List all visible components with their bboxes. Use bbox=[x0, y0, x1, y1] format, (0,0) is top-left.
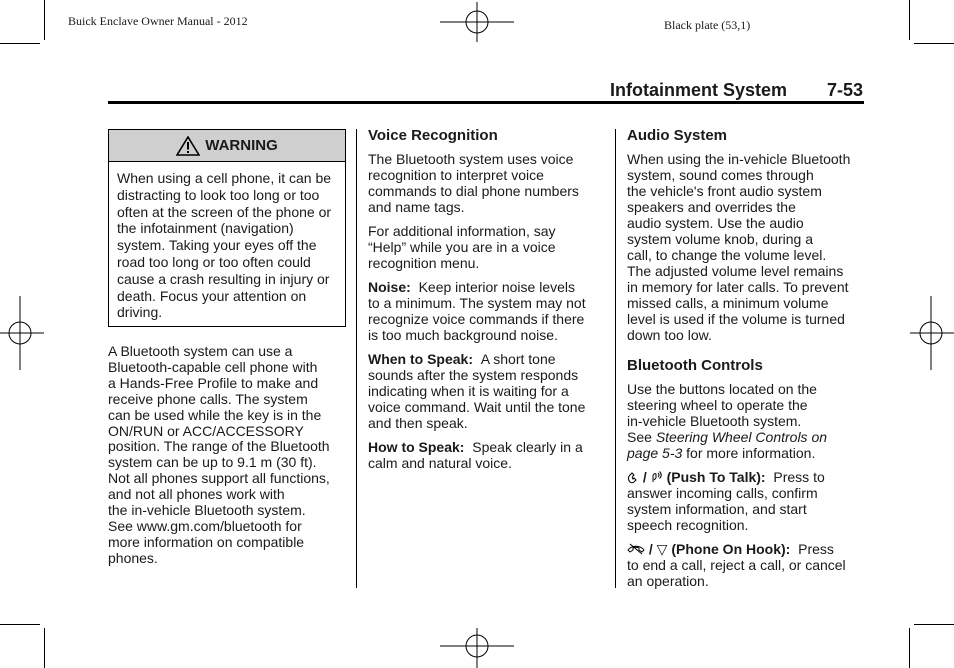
text-line: an operation. bbox=[627, 573, 709, 589]
paragraph bbox=[368, 223, 608, 271]
text-line bbox=[368, 351, 608, 367]
separator: / bbox=[645, 541, 657, 557]
text-line: audio system. Use the audio bbox=[627, 215, 804, 231]
text-line: speakers and overrides the bbox=[627, 199, 796, 215]
warning-line: or too often could cause a crash bbox=[117, 253, 311, 287]
text-span: Speak clearly in a bbox=[472, 439, 583, 455]
text-line: system information, and start bbox=[627, 501, 807, 517]
warning-line: resulting in injury or death. bbox=[117, 270, 330, 304]
header-rule bbox=[108, 101, 864, 104]
text-line: speech recognition. bbox=[627, 517, 749, 533]
text-line bbox=[627, 541, 867, 557]
steering-wheel-controls-link[interactable]: Steering Wheel Controls on bbox=[655, 429, 828, 445]
text-line: can be used while the key is in the bbox=[108, 406, 322, 423]
voice-recognition-heading: Voice Recognition bbox=[368, 127, 498, 144]
warning-triangle-icon bbox=[176, 136, 200, 156]
registration-mark-icon bbox=[440, 624, 514, 668]
page-header bbox=[610, 80, 863, 101]
warning-line: (navigation) system. Taking bbox=[117, 220, 294, 254]
text-line: When using the in-vehicle Bluetooth bbox=[627, 151, 851, 167]
paragraph bbox=[627, 381, 867, 461]
paragraph bbox=[627, 151, 867, 343]
crop-mark bbox=[909, 628, 910, 668]
text-line: the in-vehicle Bluetooth system. bbox=[108, 502, 306, 519]
voice-recognition-section bbox=[368, 127, 608, 479]
text-line: recognize voice commands if there bbox=[368, 311, 585, 327]
crop-mark bbox=[909, 0, 910, 40]
text-line: Bluetooth-capable cell phone with bbox=[108, 358, 318, 375]
text-line bbox=[627, 445, 867, 461]
text-line: a Hands-Free Profile to make and bbox=[108, 374, 319, 391]
warning-box bbox=[108, 129, 346, 327]
text-span: See bbox=[627, 429, 656, 445]
text-line: Use the buttons located on the bbox=[627, 381, 817, 397]
phone-on-hook-icon bbox=[627, 542, 645, 556]
text-line: down too low. bbox=[627, 327, 712, 343]
text-line: and name tags. bbox=[368, 199, 465, 215]
text-line: and not all phones work with bbox=[108, 486, 285, 503]
how-to-speak-label: How to Speak: bbox=[368, 439, 465, 455]
plate-note: Black plate (53,1) bbox=[664, 18, 751, 32]
bluetooth-controls-heading: Bluetooth Controls bbox=[627, 357, 763, 374]
push-to-talk-icon bbox=[627, 470, 639, 484]
paragraph bbox=[368, 439, 608, 471]
document-title-note: Buick Enclave Owner Manual - 2012 bbox=[68, 14, 248, 28]
column-divider bbox=[615, 129, 616, 588]
text-line: ON/RUN or ACC/ACCESSORY bbox=[108, 422, 304, 439]
phone-on-hook-label: (Phone On Hook): bbox=[671, 541, 791, 557]
text-line: The adjusted volume level remains bbox=[627, 263, 844, 279]
paragraph bbox=[368, 351, 608, 431]
crop-mark bbox=[44, 0, 45, 40]
page-reference-link[interactable]: page 5-3 bbox=[627, 445, 683, 461]
text-span: for more information. bbox=[682, 445, 816, 461]
warning-header bbox=[109, 130, 345, 162]
text-line: See www.gm.com/bluetooth for bbox=[108, 517, 302, 534]
text-line: more information on compatible bbox=[108, 533, 305, 550]
text-line: and then speak. bbox=[368, 415, 468, 431]
warning-title: WARNING bbox=[205, 137, 278, 154]
text-line: call, to change the volume level. bbox=[627, 247, 827, 263]
when-to-speak-label: When to Speak: bbox=[368, 351, 474, 367]
paragraph bbox=[368, 279, 608, 343]
text-line: sounds after the system responds bbox=[368, 367, 579, 383]
text-line: is too much background noise. bbox=[368, 327, 558, 343]
section-title: Infotainment System bbox=[610, 80, 788, 100]
registration-mark-icon bbox=[910, 296, 954, 370]
text-line: to end a call, reject a call, or cancel bbox=[627, 557, 846, 573]
crop-mark bbox=[0, 43, 40, 44]
text-line: steering wheel to operate the bbox=[627, 397, 808, 413]
warning-line: be distracting to look too long bbox=[117, 170, 332, 203]
text-line bbox=[627, 469, 867, 485]
text-line: receive phone calls. The system bbox=[108, 390, 308, 407]
voice-command-icon bbox=[651, 470, 663, 484]
separator: / bbox=[639, 469, 651, 485]
warning-line: When using a cell phone, it can bbox=[117, 170, 312, 186]
text-line: For additional information, say bbox=[368, 223, 556, 239]
crop-mark bbox=[914, 43, 954, 44]
bluetooth-intro-paragraph bbox=[108, 344, 348, 567]
text-span: A short tone bbox=[480, 351, 556, 367]
warning-text bbox=[109, 162, 345, 329]
text-line: answer incoming calls, confirm bbox=[627, 485, 818, 501]
text-span: Keep interior noise levels bbox=[418, 279, 575, 295]
registration-mark-icon bbox=[0, 296, 44, 370]
registration-mark-icon bbox=[440, 2, 514, 46]
text-line: the vehicle's front audio system bbox=[627, 183, 822, 199]
text-line bbox=[368, 439, 608, 455]
crop-mark bbox=[0, 624, 40, 625]
text-line: system, sound comes through bbox=[627, 167, 814, 183]
crop-mark bbox=[914, 624, 954, 625]
text-line: “Help” while you are in a voice bbox=[368, 239, 556, 255]
text-line: voice command. Wait until the tone bbox=[368, 399, 586, 415]
text-line bbox=[368, 279, 608, 295]
text-line: The Bluetooth system uses voice bbox=[368, 151, 574, 167]
warning-line: the phone or the infotainment bbox=[117, 203, 332, 237]
text-line: position. The range of the Bluetooth bbox=[108, 438, 330, 455]
text-line: commands to dial phone numbers bbox=[368, 183, 579, 199]
text-line: in-vehicle Bluetooth system. bbox=[627, 413, 802, 429]
paragraph bbox=[368, 151, 608, 215]
audio-system-heading: Audio System bbox=[627, 127, 728, 144]
noise-label: Noise: bbox=[368, 279, 411, 295]
text-line: system can be up to 9.1 m (30 ft). bbox=[108, 454, 317, 471]
text-line: A Bluetooth system can use a bbox=[108, 343, 293, 359]
audio-system-section bbox=[627, 127, 867, 597]
crop-mark bbox=[44, 628, 45, 668]
text-line: missed calls, a minimum volume bbox=[627, 295, 829, 311]
text-line: to a minimum. The system may not bbox=[368, 295, 586, 311]
paragraph bbox=[627, 541, 867, 589]
text-line: recognition to interpret voice bbox=[368, 167, 544, 183]
paragraph bbox=[627, 469, 867, 533]
text-line: level is used if the volume is turned bbox=[627, 311, 845, 327]
column-divider bbox=[356, 129, 357, 588]
text-line: recognition menu. bbox=[368, 255, 480, 271]
warning-line: Focus your attention on driving. bbox=[117, 287, 307, 321]
warning-line: or too often at the screen of bbox=[117, 186, 320, 220]
text-span: Press to bbox=[773, 469, 825, 485]
push-to-talk-label: (Push To Talk): bbox=[666, 469, 766, 485]
text-line: calm and natural voice. bbox=[368, 455, 512, 471]
text-line: phones. bbox=[108, 549, 158, 566]
text-line: indicating when it is waiting for a bbox=[368, 383, 569, 399]
down-triangle-icon: ▽ bbox=[656, 541, 668, 557]
warning-line: your eyes off the road too long bbox=[117, 237, 317, 270]
text-line bbox=[627, 429, 867, 445]
text-line: in memory for later calls. To prevent bbox=[627, 279, 849, 295]
page-number: 7-53 bbox=[826, 80, 863, 100]
text-line: system volume knob, during a bbox=[627, 231, 813, 247]
text-line: Not all phones support all functions, bbox=[108, 470, 330, 487]
text-span: Press bbox=[798, 541, 834, 557]
